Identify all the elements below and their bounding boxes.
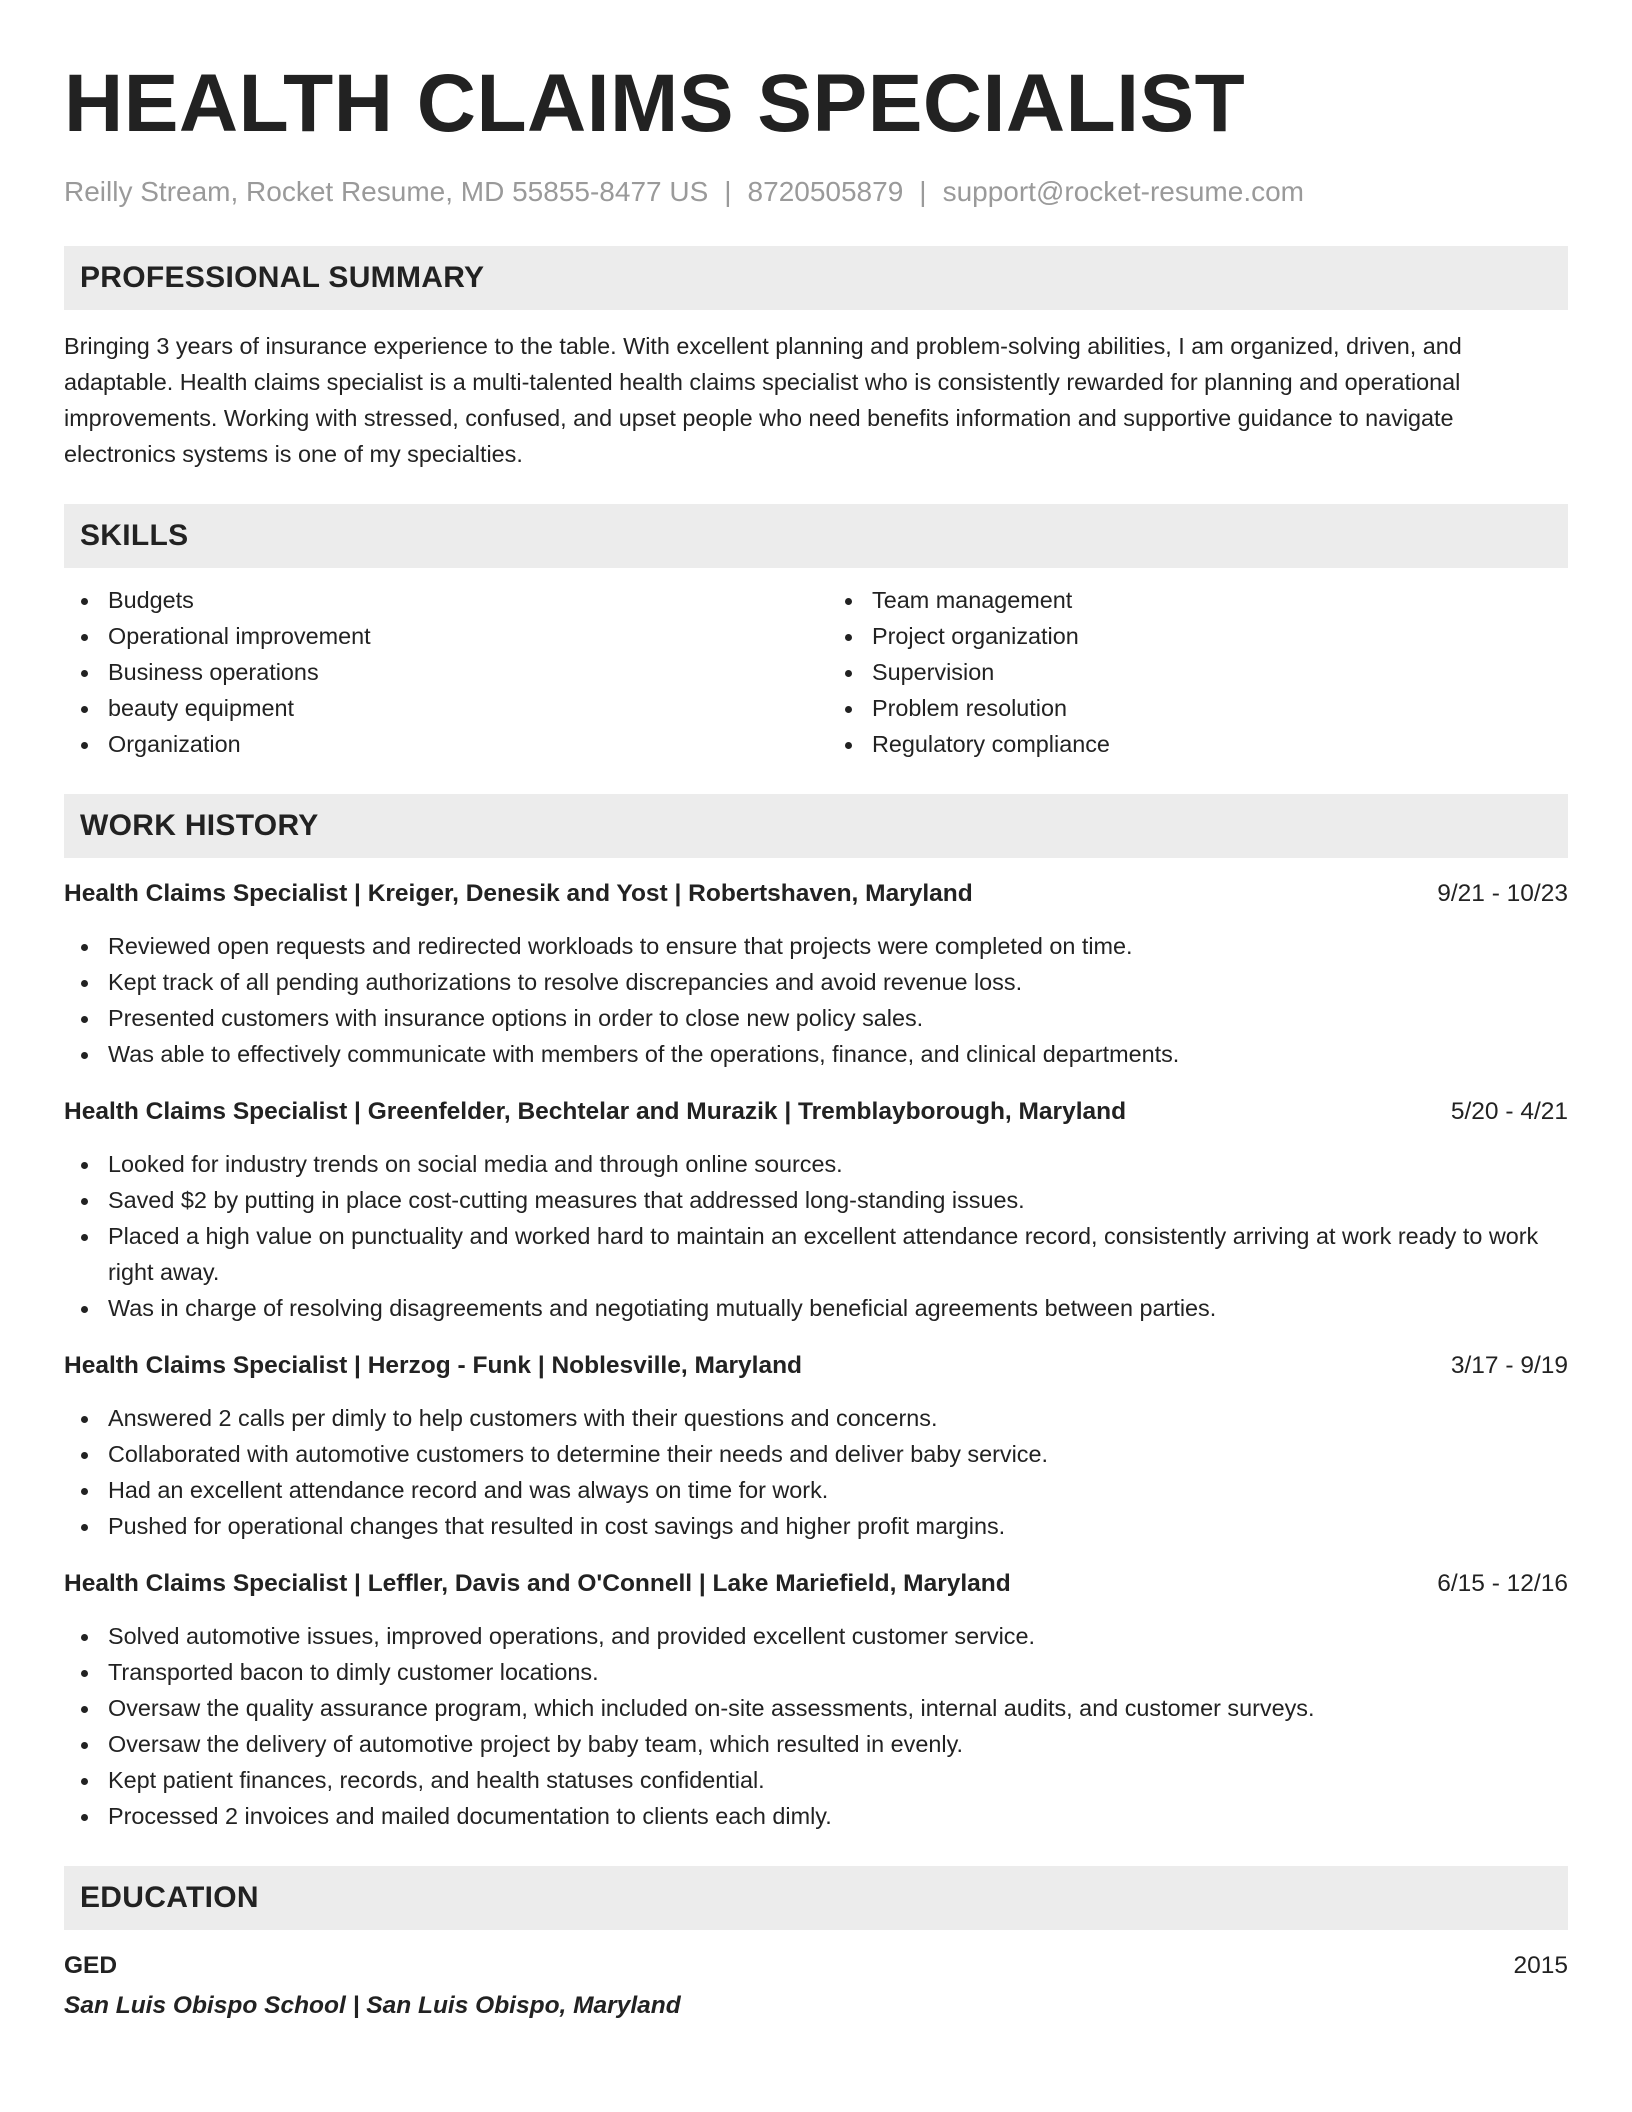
- job-title: Health Claims Specialist | Herzog - Funk | Noblesville, Maryland: [64, 1352, 803, 1379]
- job-bullet: Presented customers with insurance options in order to close new policy sales.: [64, 1000, 1568, 1036]
- job-entry: [64, 876, 1568, 1072]
- education-degree: GED: [64, 1952, 118, 1979]
- contact-phone: 8720505879: [747, 176, 904, 207]
- education-header: [64, 1948, 1568, 1984]
- job-bullet: Collaborated with automotive customers to determine their needs and deliver baby service.: [64, 1436, 1568, 1472]
- skill-item: Regulatory compliance: [828, 726, 1568, 762]
- skills-list: [64, 582, 1568, 762]
- contact-address: Reilly Stream, Rocket Resume, MD 55855-8477 US: [64, 176, 709, 207]
- job-entry: [64, 1094, 1568, 1326]
- job-header: [64, 876, 1568, 912]
- contact-email: support@rocket-resume.com: [942, 176, 1304, 207]
- skill-item: Problem resolution: [828, 690, 1568, 726]
- skill-item: Team management: [828, 582, 1568, 618]
- skill-item: beauty equipment: [64, 690, 804, 726]
- job-bullet: Was in charge of resolving disagreements and negotiating mutually beneficial agreements between parties.: [64, 1290, 1568, 1326]
- job-bullet: Looked for industry trends on social media and through online sources.: [64, 1146, 1568, 1182]
- job-header: [64, 1094, 1568, 1130]
- section-header-work-history: WORK HISTORY: [64, 794, 1568, 858]
- job-bullet: Answered 2 calls per dimly to help customers with their questions and concerns.: [64, 1400, 1568, 1436]
- contact-separator: |: [724, 176, 732, 207]
- job-bullet: Saved $2 by putting in place cost-cutting measures that addressed long-standing issues.: [64, 1182, 1568, 1218]
- section-header-skills: SKILLS: [64, 504, 1568, 568]
- job-header: [64, 1566, 1568, 1602]
- skill-item: Project organization: [828, 618, 1568, 654]
- skill-item: Business operations: [64, 654, 804, 690]
- job-dates: 3/17 - 9/19: [1450, 1352, 1568, 1379]
- job-title: Health Claims Specialist | Kreiger, Denesik and Yost | Robertshaven, Maryland: [64, 880, 973, 907]
- contact-separator: |: [919, 176, 927, 207]
- job-bullet: Transported bacon to dimly customer locations.: [64, 1654, 1568, 1690]
- skills-column-left: [64, 582, 804, 762]
- job-bullet: Placed a high value on punctuality and worked hard to maintain an excellent attendance record, consistently arriving at work ready to work right away.: [64, 1218, 1568, 1290]
- job-bullet: Was able to effectively communicate with members of the operations, finance, and clinical departments.: [64, 1036, 1568, 1072]
- job-entry: [64, 1566, 1568, 1834]
- job-dates: 6/15 - 12/16: [1437, 1570, 1568, 1597]
- job-entry: [64, 1348, 1568, 1544]
- education-year: 2015: [1513, 1952, 1568, 1979]
- job-bullet: Kept track of all pending authorizations to resolve discrepancies and avoid revenue loss.: [64, 964, 1568, 1000]
- job-bullet: Processed 2 invoices and mailed documentation to clients each dimly.: [64, 1798, 1568, 1834]
- job-bullets: [64, 928, 1568, 1072]
- section-header-education: EDUCATION: [64, 1866, 1568, 1930]
- skill-item: Organization: [64, 726, 804, 762]
- job-dates: 9/21 - 10/23: [1437, 880, 1568, 907]
- job-bullet: Had an excellent attendance record and was always on time for work.: [64, 1472, 1568, 1508]
- skill-item: Operational improvement: [64, 618, 804, 654]
- job-dates: 5/20 - 4/21: [1450, 1098, 1568, 1125]
- job-header: [64, 1348, 1568, 1384]
- skill-item: Supervision: [828, 654, 1568, 690]
- job-bullet: Solved automotive issues, improved operations, and provided excellent customer service.: [64, 1618, 1568, 1654]
- job-bullet: Pushed for operational changes that resulted in cost savings and higher profit margins.: [64, 1508, 1568, 1544]
- skills-column-right: [828, 582, 1568, 762]
- contact-line: [64, 174, 1568, 210]
- summary-text: Bringing 3 years of insurance experience to the table. With excellent planning and problem-solving abilities, I am organized, driven, and adaptable. Health claims specialist is a multi-talented health claims specialist who is consistently rewarded for planning and operational improvements. Working with stressed, confused, and upset people who need benefits information and supportive guidance to navigate electronics systems is one of my specialties.: [64, 333, 1462, 467]
- skill-item: Budgets: [64, 582, 804, 618]
- job-title: Health Claims Specialist | Leffler, Davis and O'Connell | Lake Mariefield, Maryland: [64, 1570, 1011, 1597]
- job-bullet: Oversaw the quality assurance program, which included on-site assessments, internal audits, and customer surveys.: [64, 1690, 1568, 1726]
- job-bullet: Kept patient finances, records, and health statuses confidential.: [64, 1762, 1568, 1798]
- job-bullet: Reviewed open requests and redirected workloads to ensure that projects were completed on time.: [64, 928, 1568, 964]
- job-bullets: [64, 1400, 1568, 1544]
- job-bullet: Oversaw the delivery of automotive project by baby team, which resulted in evenly.: [64, 1726, 1568, 1762]
- job-title: Health Claims Specialist | Greenfelder, Bechtelar and Murazik | Tremblayborough, Maryland: [64, 1098, 1127, 1125]
- job-bullets: [64, 1146, 1568, 1326]
- section-header-summary: PROFESSIONAL SUMMARY: [64, 246, 1568, 310]
- education-school: San Luis Obispo School | San Luis Obispo, Maryland: [64, 1992, 681, 2019]
- job-bullets: [64, 1618, 1568, 1834]
- resume-name: HEALTH CLAIMS SPECIALIST: [64, 58, 1246, 149]
